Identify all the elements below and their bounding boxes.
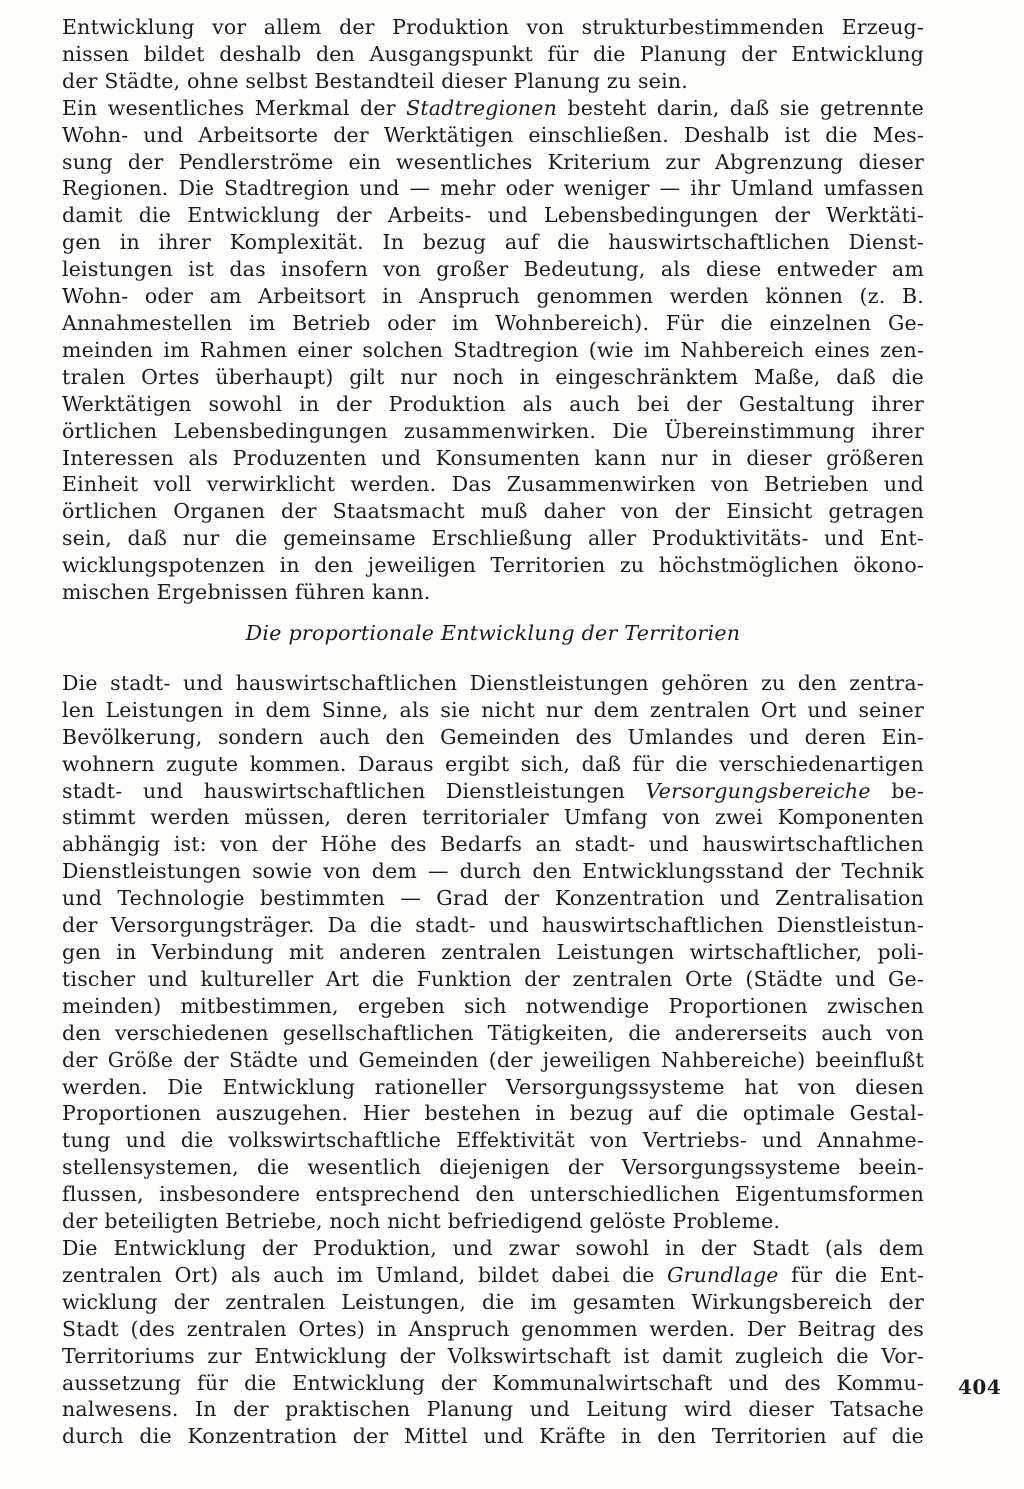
text-line	[62, 1262, 924, 1289]
line-text: zentralen Ort) als auch im Umland, bildet dabei die	[62, 1262, 668, 1287]
line-text: flussen, insbesondere entsprechend den unterschiedlichen Eigentumsformen	[62, 1182, 924, 1207]
line-text: leistungen ist das insofern von großer Bedeutung, als diese entweder am	[62, 257, 924, 282]
line-text: werden. Die Entwicklung rationeller Versorgungssysteme hat von diesen	[62, 1074, 924, 1099]
text-line	[62, 445, 924, 472]
text-line	[62, 68, 924, 95]
line-text: örtlichen Lebensbedingungen zusammenwirken. Die Übereinstimmung ihrer	[62, 418, 924, 443]
text-line	[62, 14, 924, 41]
text-line	[62, 175, 924, 202]
text-line	[62, 498, 924, 525]
text-line	[62, 1343, 924, 1370]
line-text: Einheit voll verwirklicht werden. Das Zusammenwirken von Betrieben und	[62, 472, 924, 497]
line-text: für die Ent-	[778, 1262, 924, 1287]
line-text: meinden im Rahmen einer solchen Stadtregion (wie im Nahbereich eines zen-	[62, 337, 924, 362]
line-text: besteht darin, daß sie getrennte	[557, 95, 924, 120]
text-line	[62, 697, 924, 724]
line-text: der Städte, ohne selbst Bestandteil dieser Planung zu sein.	[62, 68, 688, 93]
text-line	[62, 751, 924, 778]
line-text: len Leistungen in dem Sinne, als sie nicht nur dem zentralen Ort und seiner	[62, 697, 924, 722]
line-text: Wohn- und Arbeitsorte der Werktätigen einschließen. Deshalb ist die Mes-	[62, 122, 924, 147]
text-line	[62, 471, 924, 498]
text-line	[62, 337, 924, 364]
line-text: stellensystemen, die wesentlich diejenigen der Versorgungssysteme beein-	[62, 1155, 924, 1180]
line-text: Interessen als Produzenten und Konsumenten kann nur in dieser größeren	[62, 445, 924, 470]
text-line	[62, 418, 924, 445]
text-line	[62, 1208, 924, 1235]
text-line	[62, 1370, 924, 1397]
line-text: sein, daß nur die gemeinsame Erschließung aller Produktivitäts- und Ent-	[62, 526, 924, 551]
page-number: 404	[958, 1375, 1002, 1399]
text-line	[62, 283, 924, 310]
line-text: durch die Konzentration der Mittel und Kräfte in den Territorien auf die	[62, 1424, 924, 1449]
line-text: Proportionen auszugehen. Hier bestehen in bezug auf die optimale Gestal-	[62, 1101, 924, 1126]
text-line	[62, 364, 924, 391]
line-text: Stadt (des zentralen Ortes) in Anspruch genommen werden. Der Beitrag des	[62, 1316, 924, 1341]
text-line	[62, 1100, 924, 1127]
emphasized-term: Grundlage	[667, 1262, 779, 1287]
text-line	[62, 1396, 924, 1423]
text-line	[62, 912, 924, 939]
text-line	[62, 310, 924, 337]
line-text: wicklungspotenzen in den jeweiligen Territorien zu höchstmöglichen ökono-	[62, 553, 924, 578]
emphasized-term: Versorgungsbereiche	[645, 778, 871, 803]
text-line	[62, 993, 924, 1020]
emphasized-term: Stadtregionen	[406, 95, 558, 120]
line-text: wicklung der zentralen Leistungen, die im gesamten Wirkungsbereich der	[62, 1289, 924, 1314]
line-text: örtlichen Organen der Staatsmacht muß daher von der Einsicht getragen	[62, 499, 924, 524]
text-line	[62, 858, 924, 885]
text-line	[62, 525, 924, 552]
text-line	[62, 1181, 924, 1208]
line-text: und Technologie bestimmten — Grad der Konzentration und Zentralisation	[62, 886, 924, 911]
line-text: be-	[870, 778, 925, 803]
text-line	[62, 256, 924, 283]
line-text: der Versorgungsträger. Da die stadt- und hauswirtschaftlichen Dienstleistun-	[62, 913, 924, 938]
line-text: abhängig ist: von der Höhe des Bedarfs an stadt- und hauswirtschaftlichen	[62, 832, 924, 857]
line-text: tischer und kultureller Art die Funktion der zentralen Orte (Städte und Ge-	[62, 966, 924, 991]
section-heading: Die proportionale Entwicklung der Territorien	[245, 621, 741, 645]
line-text: gen in Verbindung mit anderen zentralen Leistungen wirtschaftlicher, poli-	[62, 940, 924, 964]
line-text: tralen Ortes überhaupt) gilt nur noch in eingeschränktem Maße, daß die	[62, 364, 924, 389]
line-text: mischen Ergebnissen führen kann.	[62, 580, 431, 605]
line-text: damit die Entwicklung der Arbeits- und Lebensbedingungen der Werktäti-	[62, 203, 924, 228]
text-line	[62, 1235, 924, 1262]
text-line	[62, 804, 924, 831]
line-text: Werktätigen sowohl in der Produktion als auch bei der Gestaltung ihrer	[62, 391, 924, 416]
line-text: Bevölkerung, sondern auch den Gemeinden des Umlandes und deren Ein-	[62, 724, 924, 749]
text-line	[62, 41, 924, 68]
text-line	[62, 1020, 924, 1047]
line-text: Dienstleistungen sowie von dem — durch den Entwicklungsstand der Technik	[62, 859, 924, 884]
line-text: meinden) mitbestimmen, ergeben sich notwendige Proportionen zwischen	[62, 993, 924, 1018]
text-line	[62, 1154, 924, 1181]
text-line	[62, 724, 924, 751]
line-text: nalwesens. In der praktischen Planung und Leitung wird dieser Tatsache	[62, 1397, 924, 1422]
text-line	[62, 552, 924, 579]
line-text: Territoriums zur Entwicklung der Volkswirtschaft ist damit zugleich die Vor-	[62, 1343, 924, 1368]
line-text: Entwicklung vor allem der Produktion von strukturbestimmenden Erzeug-	[62, 15, 924, 39]
line-text: der Größe der Städte und Gemeinden (der jeweiligen Nahbereiche) beeinflußt	[62, 1047, 924, 1072]
text-line	[62, 966, 924, 993]
line-text: gen in ihrer Komplexität. In bezug auf die hauswirtschaftlichen Dienst-	[62, 230, 924, 255]
text-line	[62, 1316, 924, 1343]
text-line	[62, 670, 924, 697]
text-line	[62, 831, 924, 858]
line-text: wohnern zugute kommen. Daraus ergibt sich, daß für die verschiedenartigen	[62, 751, 924, 776]
line-text: den verschiedenen gesellschaftlichen Tätigkeiten, die andererseits auch von	[62, 1020, 924, 1045]
line-text: Regionen. Die Stadtregion und — mehr oder weniger — ihr Umland umfassen	[62, 176, 924, 201]
line-text: aussetzung für die Entwicklung der Kommunalwirtschaft und des Kommu-	[62, 1370, 924, 1395]
line-text: Ein wesentliches Merkmal der	[62, 95, 407, 120]
text-line	[62, 122, 924, 149]
line-text: tung und die volkswirtschaftliche Effektivität von Vertriebs- und Annahme-	[62, 1128, 924, 1153]
line-text: Annahmestellen im Betrieb oder im Wohnbereich). Für die einzelnen Ge-	[62, 310, 924, 335]
text-line	[62, 1127, 924, 1154]
line-text: nissen bildet deshalb den Ausgangspunkt für die Planung der Entwicklung	[62, 41, 924, 66]
line-text: Die Entwicklung der Produktion, und zwar sowohl in der Stadt (als dem	[62, 1235, 924, 1260]
text-line	[62, 1423, 924, 1450]
body-text	[62, 14, 924, 1450]
line-text: stimmt werden müssen, deren territorialer Umfang von zwei Komponenten	[62, 805, 924, 830]
line-text: stadt- und hauswirtschaftlichen Dienstleistungen	[62, 778, 646, 803]
text-line	[62, 939, 924, 966]
text-line	[62, 95, 924, 122]
text-line	[62, 202, 924, 229]
text-line	[62, 391, 924, 418]
text-line	[62, 229, 924, 256]
text-line	[62, 579, 924, 606]
text-line	[62, 1289, 924, 1316]
text-line	[62, 149, 924, 176]
line-text: Die stadt- und hauswirtschaftlichen Dienstleistungen gehören zu den zentra-	[62, 670, 924, 695]
text-line	[62, 885, 924, 912]
line-text: Wohn- oder am Arbeitsort in Anspruch genommen werden können (z. B.	[62, 284, 924, 309]
line-text: der beteiligten Betriebe, noch nicht befriedigend gelöste Probleme.	[62, 1209, 781, 1234]
text-line	[62, 778, 924, 805]
text-line	[62, 1047, 924, 1074]
text-line	[62, 1074, 924, 1101]
line-text: sung der Pendlerströme ein wesentliches Kriterium zur Abgrenzung dieser	[62, 149, 924, 174]
